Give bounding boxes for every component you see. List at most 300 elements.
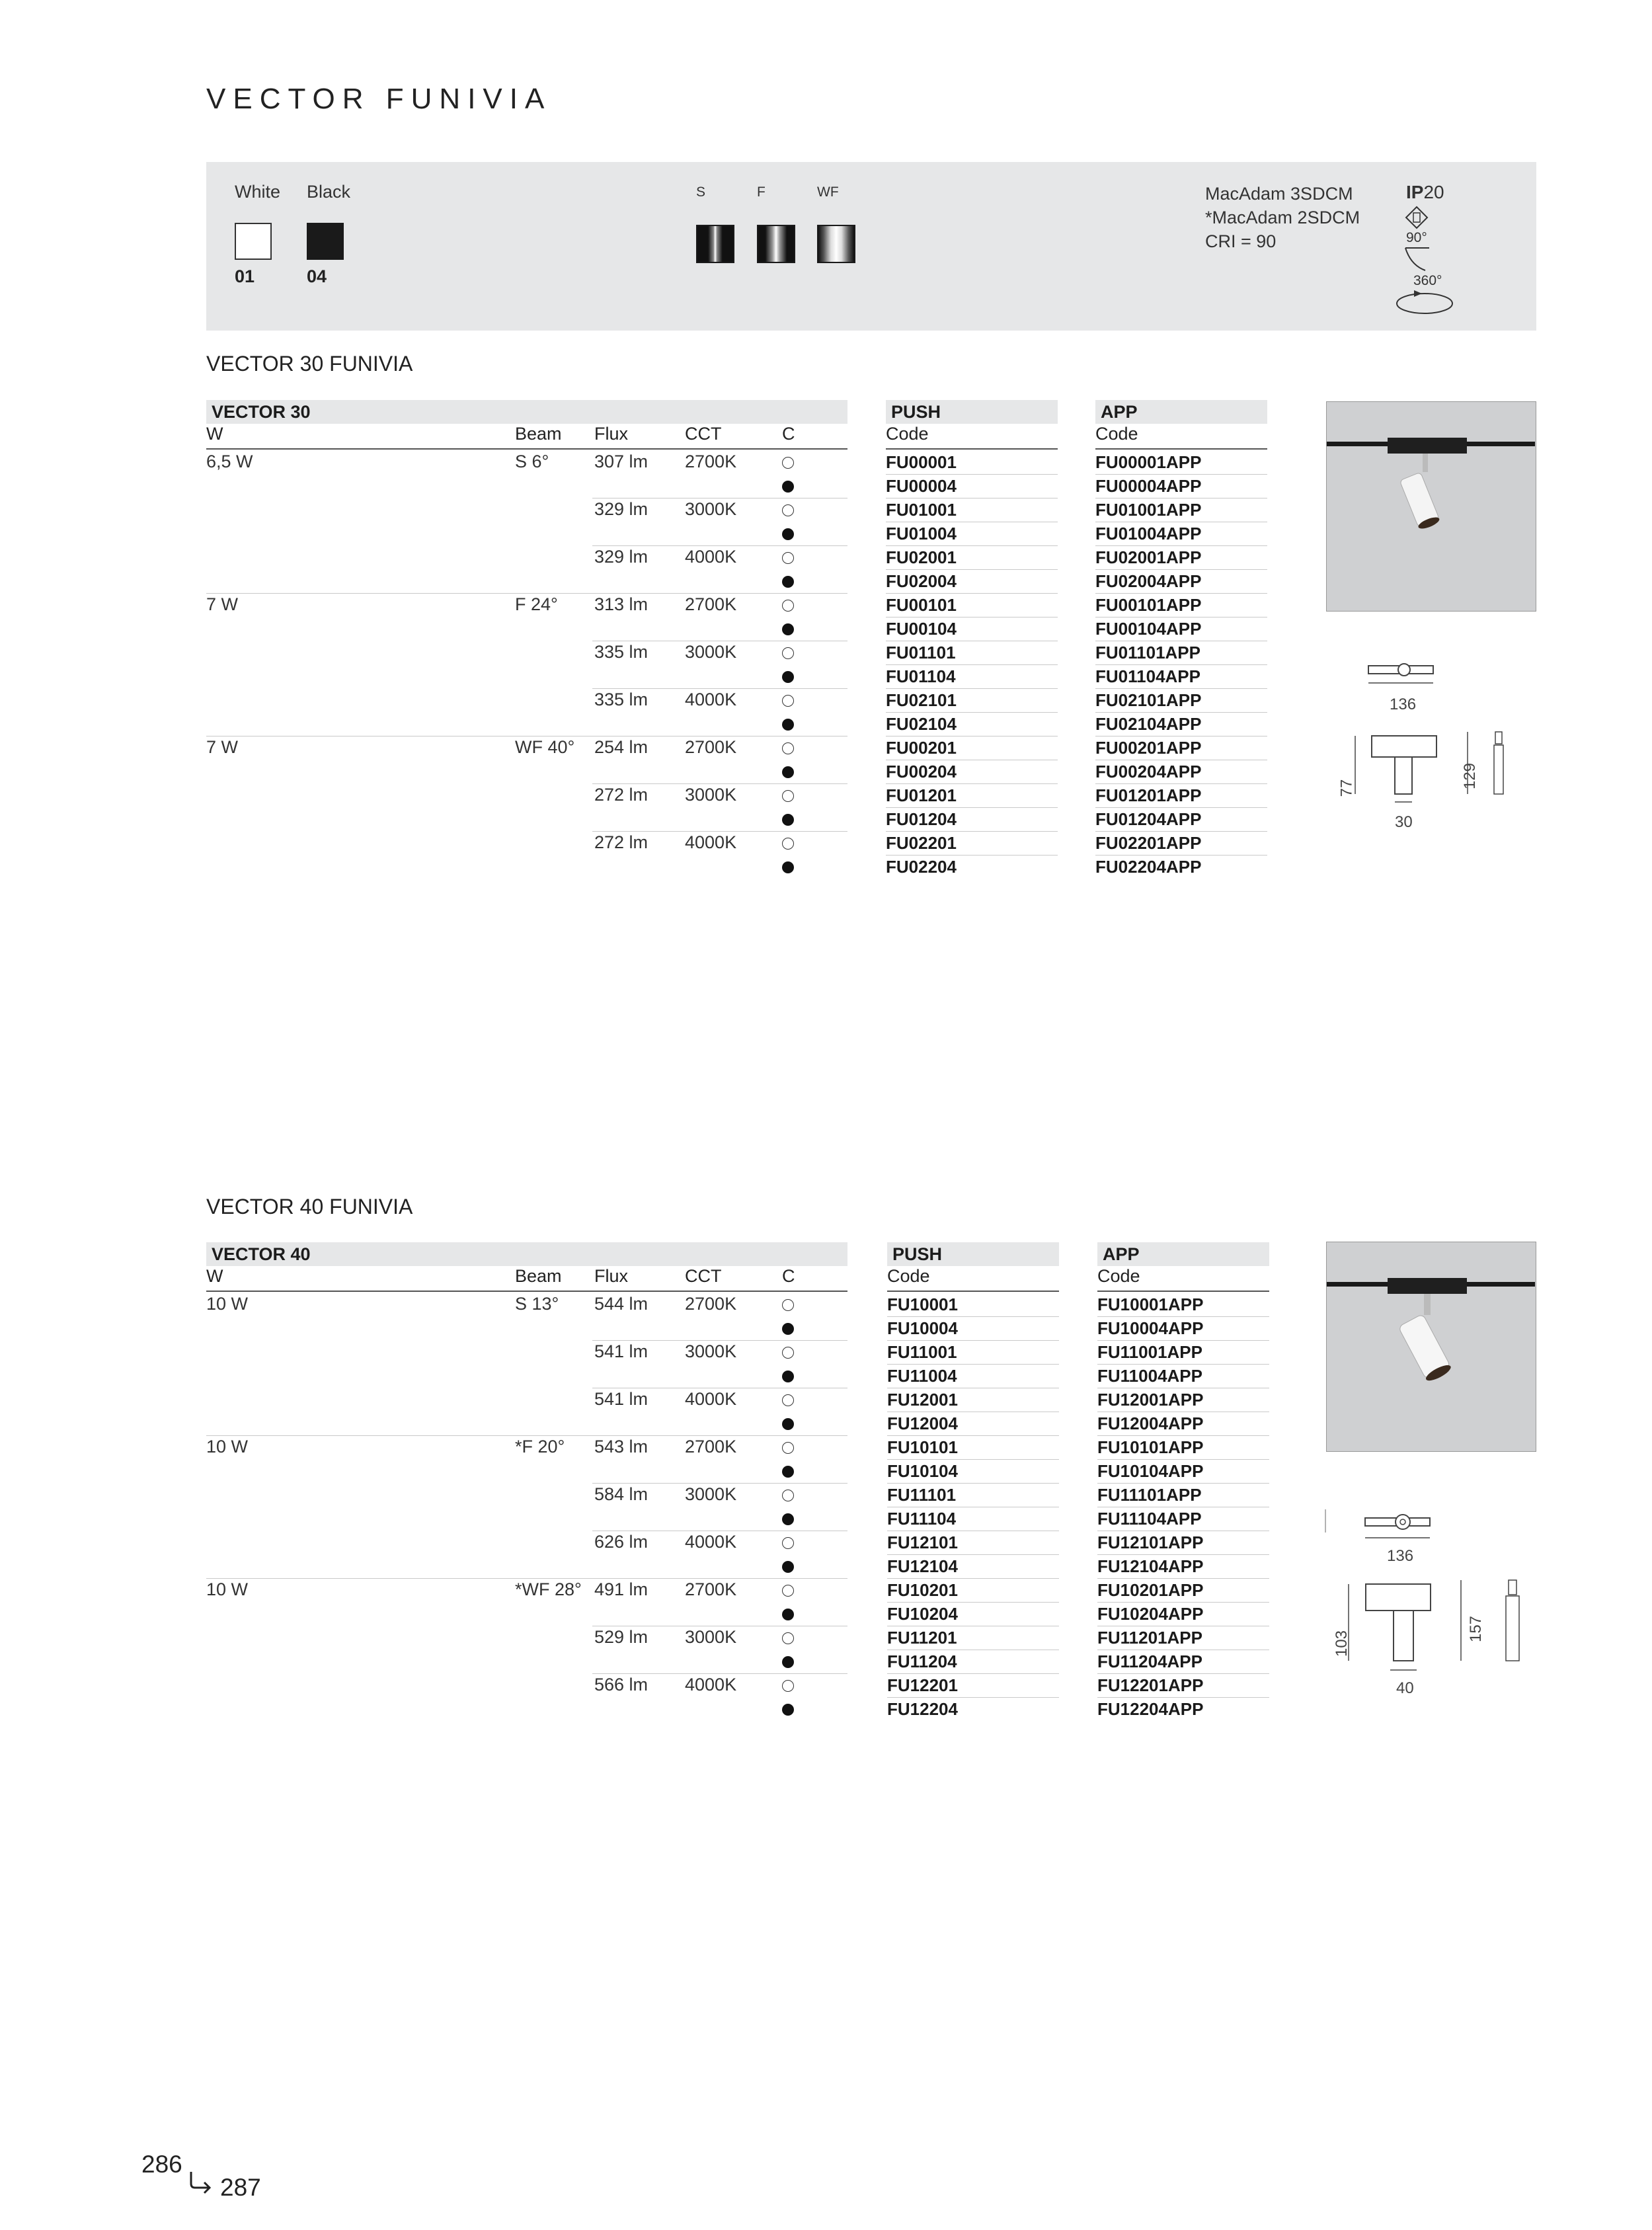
section-title-vector-30: VECTOR 30 FUNIVIA bbox=[206, 352, 413, 376]
row-divider bbox=[887, 1697, 1059, 1698]
row-divider bbox=[1095, 545, 1267, 546]
color-black-dot-icon bbox=[782, 814, 794, 826]
row-divider bbox=[592, 1673, 847, 1674]
row-divider bbox=[887, 1435, 1059, 1436]
row-divider bbox=[1095, 712, 1267, 713]
row-divider bbox=[887, 1554, 1059, 1555]
beam-cell: S 13° bbox=[515, 1294, 559, 1314]
push-code: FU02204 bbox=[886, 857, 957, 877]
app-code: FU01001APP bbox=[1095, 500, 1202, 520]
cct-cell: 2700K bbox=[685, 1294, 737, 1314]
cct-cell: 2700K bbox=[685, 1579, 737, 1599]
push-code-header: Code bbox=[886, 424, 929, 444]
code-row bbox=[886, 450, 1058, 474]
col-header-c: C bbox=[782, 1266, 795, 1286]
row-divider bbox=[1095, 569, 1267, 570]
dim-height: 103 bbox=[1333, 1630, 1351, 1657]
table-row bbox=[206, 1697, 847, 1721]
color-black-dot-icon bbox=[782, 1609, 794, 1620]
header-rule bbox=[886, 448, 1058, 450]
color-white-dot-icon bbox=[782, 1490, 794, 1501]
push-code: FU00001 bbox=[886, 452, 957, 472]
code-row bbox=[1097, 1459, 1269, 1483]
table-row bbox=[206, 783, 847, 807]
code-row bbox=[886, 783, 1058, 807]
row-divider bbox=[887, 1578, 1059, 1579]
table-row bbox=[206, 1507, 847, 1531]
ip-value: 20 bbox=[1423, 182, 1444, 202]
code-row bbox=[1097, 1554, 1269, 1578]
flux-cell: 544 lm bbox=[594, 1294, 649, 1314]
header-rule bbox=[1095, 448, 1267, 450]
row-divider bbox=[206, 1435, 847, 1436]
color-white-dot-icon bbox=[782, 600, 794, 612]
code-row bbox=[886, 760, 1058, 783]
color-black-dot-icon bbox=[782, 1704, 794, 1716]
push-code: FU10104 bbox=[887, 1461, 958, 1481]
row-divider bbox=[1095, 664, 1267, 665]
push-code: FU02004 bbox=[886, 571, 957, 591]
code-row bbox=[1095, 474, 1267, 498]
app-code: FU11204APP bbox=[1097, 1652, 1202, 1671]
col-header-cct: CCT bbox=[685, 1266, 722, 1286]
app-code: FU00204APP bbox=[1095, 762, 1202, 781]
table-group-header: VECTOR 30 bbox=[206, 400, 847, 424]
app-code: FU12101APP bbox=[1097, 1533, 1204, 1552]
product-photo-vector-40 bbox=[1326, 1242, 1536, 1452]
push-code: FU02104 bbox=[886, 714, 957, 734]
code-row bbox=[887, 1578, 1059, 1602]
row-divider bbox=[887, 1364, 1059, 1365]
row-divider bbox=[592, 545, 847, 546]
push-code: FU02101 bbox=[886, 690, 957, 710]
row-divider bbox=[886, 688, 1058, 689]
app-code: FU02101APP bbox=[1095, 690, 1202, 710]
header-rule bbox=[887, 1291, 1059, 1292]
code-row bbox=[886, 855, 1058, 879]
table-row bbox=[206, 1673, 847, 1697]
code-row bbox=[887, 1435, 1059, 1459]
beam-label-f: F bbox=[757, 184, 766, 200]
header-rule bbox=[206, 448, 847, 450]
code-row bbox=[887, 1507, 1059, 1531]
table-row bbox=[206, 664, 847, 688]
spec-macadam-2: *MacAdam 2SDCM bbox=[1205, 208, 1360, 227]
code-row bbox=[1097, 1531, 1269, 1554]
code-row bbox=[1095, 545, 1267, 569]
table-row bbox=[206, 807, 847, 831]
color-black-dot-icon bbox=[782, 861, 794, 873]
code-row bbox=[1097, 1435, 1269, 1459]
app-code: FU10201APP bbox=[1097, 1580, 1204, 1600]
table-row bbox=[206, 617, 847, 641]
app-header: APP bbox=[1095, 400, 1267, 424]
row-divider bbox=[206, 736, 847, 737]
app-code: FU01104APP bbox=[1095, 666, 1200, 686]
dimension-drawing-vector-40 bbox=[1322, 1506, 1527, 1704]
table-row bbox=[206, 1293, 847, 1316]
col-header-beam: Beam bbox=[515, 424, 562, 444]
row-divider bbox=[1097, 1697, 1269, 1698]
row-divider bbox=[886, 569, 1058, 570]
color-label-white: White bbox=[235, 182, 281, 202]
code-row bbox=[1095, 760, 1267, 783]
code-row bbox=[887, 1697, 1059, 1721]
col-header-flux: Flux bbox=[594, 1266, 629, 1286]
color-white-dot-icon bbox=[782, 1442, 794, 1454]
push-code: FU00101 bbox=[886, 595, 957, 615]
row-divider bbox=[592, 1483, 847, 1484]
row-divider bbox=[1097, 1578, 1269, 1579]
push-code: FU12104 bbox=[887, 1556, 958, 1576]
row-divider bbox=[1097, 1340, 1269, 1341]
code-row bbox=[886, 522, 1058, 545]
row-divider bbox=[887, 1459, 1059, 1460]
code-row bbox=[887, 1483, 1059, 1507]
code-row bbox=[1095, 617, 1267, 641]
app-code: FU12204APP bbox=[1097, 1699, 1204, 1719]
code-row bbox=[1095, 593, 1267, 617]
code-row bbox=[1097, 1578, 1269, 1602]
table-row bbox=[206, 450, 847, 474]
code-row bbox=[1095, 450, 1267, 474]
code-row bbox=[887, 1340, 1059, 1364]
cct-cell: 4000K bbox=[685, 547, 737, 567]
dim-total-height: 129 bbox=[1461, 762, 1479, 790]
row-divider bbox=[1095, 593, 1267, 594]
push-code: FU01201 bbox=[886, 785, 957, 805]
color-white-dot-icon bbox=[782, 838, 794, 850]
app-code: FU10104APP bbox=[1097, 1461, 1204, 1481]
code-row bbox=[887, 1459, 1059, 1483]
color-white-dot-icon bbox=[782, 695, 794, 707]
app-code: FU10001APP bbox=[1097, 1294, 1204, 1314]
app-code: FU12201APP bbox=[1097, 1675, 1204, 1695]
table-row bbox=[206, 593, 847, 617]
app-code: FU12104APP bbox=[1097, 1556, 1204, 1576]
color-black-dot-icon bbox=[782, 576, 794, 588]
code-row bbox=[1097, 1388, 1269, 1412]
flux-cell: 543 lm bbox=[594, 1437, 649, 1456]
push-code: FU10004 bbox=[887, 1318, 958, 1338]
code-row bbox=[886, 474, 1058, 498]
table-row bbox=[206, 474, 847, 498]
row-divider bbox=[1097, 1483, 1269, 1484]
cct-cell: 4000K bbox=[685, 690, 737, 709]
wattage-cell: 10 W bbox=[206, 1437, 249, 1456]
beam-icon-wide-flood bbox=[817, 225, 855, 263]
color-white-dot-icon bbox=[782, 1299, 794, 1311]
section-title-vector-40: VECTOR 40 FUNIVIA bbox=[206, 1195, 413, 1218]
table-row bbox=[206, 1388, 847, 1412]
dim-length: 136 bbox=[1390, 696, 1417, 713]
push-code: FU11201 bbox=[887, 1628, 957, 1648]
beam-cell: WF 40° bbox=[515, 737, 575, 757]
row-divider bbox=[887, 1316, 1059, 1317]
color-code-white: 01 bbox=[235, 266, 255, 286]
code-row bbox=[886, 498, 1058, 522]
color-black-dot-icon bbox=[782, 528, 794, 540]
app-code: FU01004APP bbox=[1095, 524, 1202, 543]
row-divider bbox=[1097, 1364, 1269, 1365]
code-row bbox=[1097, 1293, 1269, 1316]
cct-cell: 4000K bbox=[685, 1675, 737, 1694]
table-row bbox=[206, 498, 847, 522]
return-arrow-icon bbox=[187, 2170, 214, 2194]
table-row bbox=[206, 855, 847, 879]
row-divider bbox=[886, 736, 1058, 737]
code-row bbox=[1095, 783, 1267, 807]
app-code: FU00001APP bbox=[1095, 452, 1202, 472]
app-code: FU11001APP bbox=[1097, 1342, 1202, 1362]
row-divider bbox=[887, 1673, 1059, 1674]
code-row bbox=[887, 1531, 1059, 1554]
beam-icon-spot bbox=[696, 225, 734, 263]
push-code: FU10201 bbox=[887, 1580, 958, 1600]
row-divider bbox=[886, 593, 1058, 594]
flux-cell: 541 lm bbox=[594, 1389, 649, 1409]
code-row bbox=[1097, 1316, 1269, 1340]
color-black-dot-icon bbox=[782, 1371, 794, 1382]
row-divider bbox=[886, 855, 1058, 856]
table-row bbox=[206, 1316, 847, 1340]
app-code: FU02201APP bbox=[1095, 833, 1202, 853]
flux-cell: 335 lm bbox=[594, 690, 649, 709]
code-row bbox=[1095, 807, 1267, 831]
color-label-black: Black bbox=[307, 182, 351, 202]
code-row bbox=[886, 712, 1058, 736]
flux-cell: 329 lm bbox=[594, 499, 649, 519]
beam-label-wf: WF bbox=[817, 184, 839, 200]
code-row bbox=[1095, 688, 1267, 712]
table-row bbox=[206, 736, 847, 760]
code-row bbox=[887, 1388, 1059, 1412]
row-divider bbox=[206, 1578, 847, 1579]
flux-cell: 491 lm bbox=[594, 1579, 649, 1599]
color-black-dot-icon bbox=[782, 481, 794, 493]
color-white-dot-icon bbox=[782, 1394, 794, 1406]
color-black-dot-icon bbox=[782, 1513, 794, 1525]
row-divider bbox=[887, 1483, 1059, 1484]
row-divider bbox=[1095, 855, 1267, 856]
table-row bbox=[206, 688, 847, 712]
code-row bbox=[1097, 1673, 1269, 1697]
table-row bbox=[206, 1602, 847, 1626]
color-white-dot-icon bbox=[782, 790, 794, 802]
dim-diameter: 30 bbox=[1395, 813, 1413, 831]
row-divider bbox=[1095, 688, 1267, 689]
col-header-w: W bbox=[206, 1266, 223, 1286]
push-code: FU12204 bbox=[887, 1699, 958, 1719]
color-white-dot-icon bbox=[782, 1632, 794, 1644]
push-code: FU12004 bbox=[887, 1414, 958, 1433]
push-code: FU00204 bbox=[886, 762, 957, 781]
push-code: FU01104 bbox=[886, 666, 956, 686]
cct-cell: 3000K bbox=[685, 499, 737, 519]
beam-cell: *WF 28° bbox=[515, 1579, 582, 1599]
row-divider bbox=[886, 474, 1058, 475]
row-divider bbox=[1095, 783, 1267, 784]
table-row bbox=[206, 569, 847, 593]
code-row bbox=[1097, 1626, 1269, 1650]
beam-cell: S 6° bbox=[515, 452, 549, 471]
push-code: FU00104 bbox=[886, 619, 957, 639]
color-black-dot-icon bbox=[782, 1561, 794, 1573]
code-row bbox=[1095, 664, 1267, 688]
cct-cell: 3000K bbox=[685, 1484, 737, 1504]
push-code: FU10204 bbox=[887, 1604, 958, 1624]
code-row bbox=[886, 688, 1058, 712]
color-white-dot-icon bbox=[782, 1347, 794, 1359]
app-code: FU11201APP bbox=[1097, 1628, 1202, 1648]
code-row bbox=[1095, 831, 1267, 855]
code-row bbox=[1095, 855, 1267, 879]
flux-cell: 329 lm bbox=[594, 547, 649, 567]
table-row bbox=[206, 712, 847, 736]
table-row bbox=[206, 1459, 847, 1483]
row-divider bbox=[1095, 831, 1267, 832]
color-white-dot-icon bbox=[782, 457, 794, 469]
row-divider bbox=[886, 545, 1058, 546]
push-code: FU02001 bbox=[886, 547, 957, 567]
wattage-cell: 7 W bbox=[206, 594, 239, 614]
row-divider bbox=[1095, 474, 1267, 475]
page-number: 286 bbox=[141, 2151, 182, 2178]
code-row bbox=[887, 1650, 1059, 1673]
row-divider bbox=[1097, 1554, 1269, 1555]
push-code: FU00004 bbox=[886, 476, 957, 496]
code-row bbox=[887, 1554, 1059, 1578]
push-header: PUSH bbox=[887, 1242, 1059, 1266]
push-code: FU11104 bbox=[887, 1509, 957, 1529]
row-divider bbox=[886, 807, 1058, 808]
color-white-dot-icon bbox=[782, 1537, 794, 1549]
spec-text-block bbox=[1205, 182, 1360, 253]
code-row bbox=[887, 1293, 1059, 1316]
color-white-dot-icon bbox=[782, 1680, 794, 1692]
color-black-dot-icon bbox=[782, 1323, 794, 1335]
row-divider bbox=[206, 593, 847, 594]
row-divider bbox=[592, 1340, 847, 1341]
code-row bbox=[1097, 1602, 1269, 1626]
row-divider bbox=[886, 783, 1058, 784]
ip-rating bbox=[1406, 182, 1444, 203]
app-code: FU12001APP bbox=[1097, 1390, 1204, 1410]
flux-cell: 272 lm bbox=[594, 785, 649, 805]
flux-cell: 313 lm bbox=[594, 594, 649, 614]
spec-band bbox=[206, 162, 1536, 331]
row-divider bbox=[592, 783, 847, 784]
table-row bbox=[206, 1435, 847, 1459]
code-row bbox=[1097, 1340, 1269, 1364]
code-row bbox=[1095, 641, 1267, 664]
push-code: FU01204 bbox=[886, 809, 957, 829]
table-row bbox=[206, 1483, 847, 1507]
cct-cell: 3000K bbox=[685, 1341, 737, 1361]
app-code: FU01201APP bbox=[1095, 785, 1202, 805]
row-divider bbox=[592, 831, 847, 832]
color-black-dot-icon bbox=[782, 719, 794, 731]
table-group-header: VECTOR 40 bbox=[206, 1242, 847, 1266]
app-code: FU02204APP bbox=[1095, 857, 1202, 877]
push-code: FU01004 bbox=[886, 524, 957, 543]
app-code: FU00101APP bbox=[1095, 595, 1202, 615]
code-row bbox=[887, 1626, 1059, 1650]
color-swatch-black bbox=[307, 223, 344, 260]
push-header: PUSH bbox=[886, 400, 1058, 424]
cct-cell: 3000K bbox=[685, 1627, 737, 1647]
color-swatch-white bbox=[235, 223, 272, 260]
push-code: FU02201 bbox=[886, 833, 957, 853]
row-divider bbox=[886, 831, 1058, 832]
table-row bbox=[206, 522, 847, 545]
rotation-angle: 360° bbox=[1413, 273, 1442, 288]
header-rule bbox=[206, 1291, 847, 1292]
dim-diameter: 40 bbox=[1396, 1679, 1414, 1697]
row-divider bbox=[1097, 1459, 1269, 1460]
cct-cell: 4000K bbox=[685, 832, 737, 852]
cct-cell: 2700K bbox=[685, 452, 737, 471]
code-row bbox=[1097, 1650, 1269, 1673]
driver-icon bbox=[1405, 206, 1429, 229]
color-white-dot-icon bbox=[782, 742, 794, 754]
beam-cell: F 24° bbox=[515, 594, 558, 614]
push-code: FU12101 bbox=[887, 1533, 958, 1552]
tilt-icon bbox=[1404, 247, 1431, 273]
cct-cell: 2700K bbox=[685, 737, 737, 757]
push-code: FU10101 bbox=[887, 1437, 958, 1457]
app-code: FU10101APP bbox=[1097, 1437, 1204, 1457]
col-header-beam: Beam bbox=[515, 1266, 562, 1286]
code-row bbox=[886, 664, 1058, 688]
cct-cell: 3000K bbox=[685, 642, 737, 662]
table-row bbox=[206, 1554, 847, 1578]
app-code-header: Code bbox=[1097, 1266, 1140, 1286]
app-header: APP bbox=[1097, 1242, 1269, 1266]
rotation-icon bbox=[1394, 288, 1455, 318]
flux-cell: 307 lm bbox=[594, 452, 649, 471]
push-code: FU11101 bbox=[887, 1485, 957, 1505]
app-code: FU11101APP bbox=[1097, 1485, 1202, 1505]
code-row bbox=[1097, 1697, 1269, 1721]
app-code: FU10004APP bbox=[1097, 1318, 1204, 1338]
table-row bbox=[206, 641, 847, 664]
row-divider bbox=[1095, 807, 1267, 808]
next-page-number[interactable]: 287 bbox=[220, 2174, 261, 2201]
color-white-dot-icon bbox=[782, 647, 794, 659]
row-divider bbox=[887, 1602, 1059, 1603]
color-code-black: 04 bbox=[307, 266, 327, 286]
code-row bbox=[887, 1602, 1059, 1626]
code-row bbox=[886, 807, 1058, 831]
app-code: FU12004APP bbox=[1097, 1414, 1204, 1433]
app-code: FU01204APP bbox=[1095, 809, 1202, 829]
code-row bbox=[886, 617, 1058, 641]
app-code: FU00201APP bbox=[1095, 738, 1202, 758]
row-divider bbox=[1097, 1316, 1269, 1317]
dim-total-height: 157 bbox=[1467, 1615, 1485, 1643]
flux-cell: 566 lm bbox=[594, 1675, 649, 1694]
table-row bbox=[206, 760, 847, 783]
color-black-dot-icon bbox=[782, 766, 794, 778]
app-code: FU01101APP bbox=[1095, 643, 1200, 662]
app-code: FU11104APP bbox=[1097, 1509, 1202, 1529]
push-code: FU11004 bbox=[887, 1366, 957, 1386]
color-black-dot-icon bbox=[782, 1466, 794, 1478]
code-row bbox=[887, 1316, 1059, 1340]
beam-icon-flood bbox=[757, 225, 795, 263]
color-black-dot-icon bbox=[782, 623, 794, 635]
